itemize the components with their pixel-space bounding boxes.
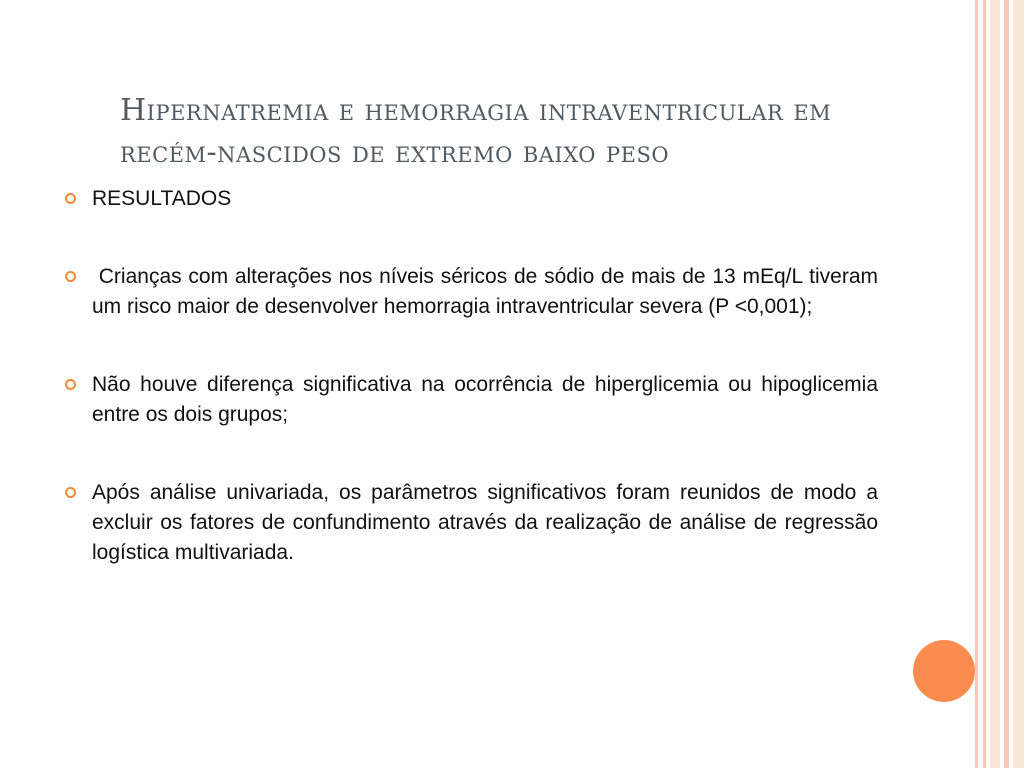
bullet-text: Crianças com alterações nos níveis séricos de sódio de mais de 13 mEq/L tiveram um risco maior de desenvolver hemorragia intraventricular severa (P <0,001); <box>92 265 884 318</box>
decorative-stripe <box>983 0 986 768</box>
bullet-icon <box>65 379 76 390</box>
bullet-text: RESULTADOS <box>92 187 232 210</box>
decorative-stripe <box>975 0 978 768</box>
decorative-stripe <box>1013 0 1024 768</box>
decorative-stripe <box>1004 0 1009 768</box>
bullet-text: Após análise univariada, os parâmetros significativos foram reunidos de modo a excluir os fatores de confundimento através da realização de análise de regressão logística multivariada. <box>92 481 878 564</box>
orange-circle-decoration <box>913 640 975 702</box>
decorative-stripe <box>990 0 1000 768</box>
bullet-item-sodio <box>62 262 884 322</box>
bullet-item-resultados <box>62 184 878 214</box>
bullet-text: Não houve diferença significativa na ocorrência de hiperglicemia ou hipoglicemia entre os dois grupos; <box>92 373 878 426</box>
bullet-item-glicemia <box>62 370 878 430</box>
slide-content <box>62 184 884 568</box>
bullet-icon <box>65 487 76 498</box>
bullet-icon <box>65 193 76 204</box>
bullet-icon <box>65 271 76 282</box>
bullet-item-regressao <box>62 478 878 568</box>
slide-title: Hipernatremia e hemorragia intraventricular em recém-nascidos de extremo baixo peso <box>120 93 832 170</box>
